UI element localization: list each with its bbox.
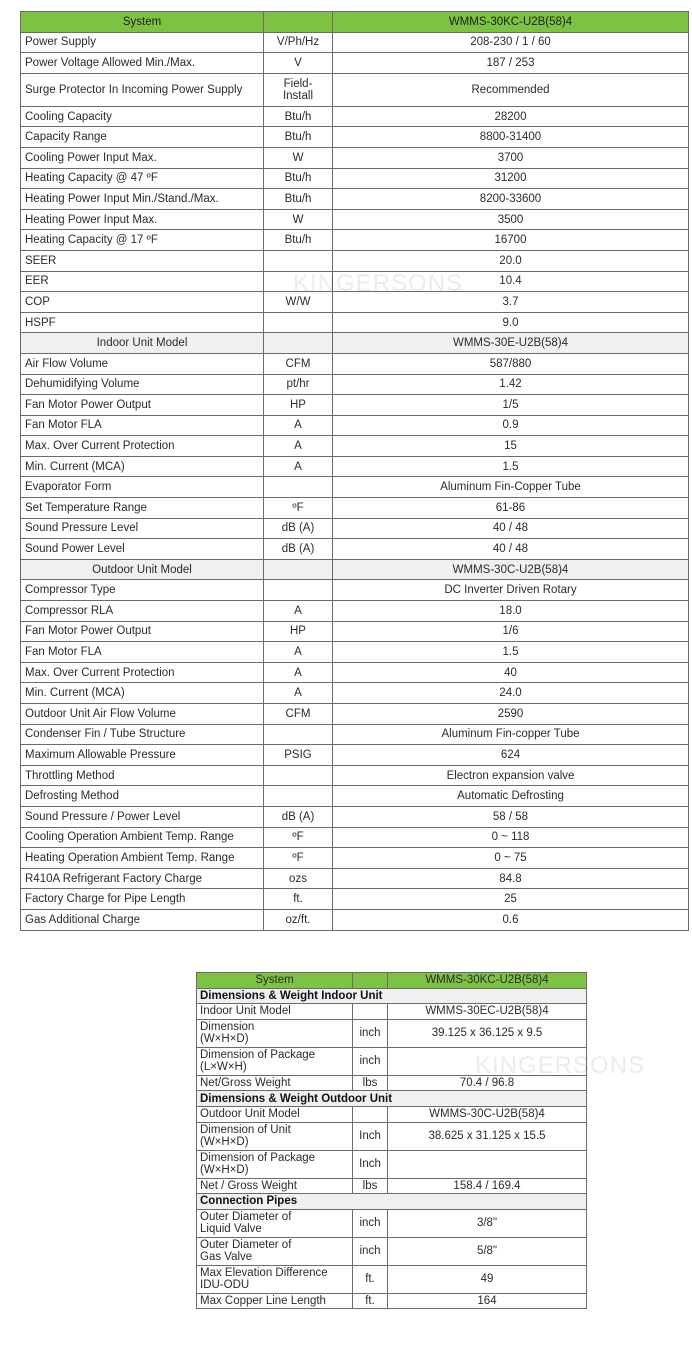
row-value: DC Inverter Driven Rotary (333, 580, 689, 601)
row-unit: V (264, 53, 333, 74)
row-unit: dB (A) (264, 806, 333, 827)
row-value: 10.4 (333, 271, 689, 292)
spec-row (21, 642, 689, 663)
spec-row (21, 909, 689, 930)
spec-row (21, 539, 689, 560)
row-value: WMMS-30KC-U2B(58)4 (333, 12, 689, 33)
section-title: Connection Pipes (197, 1194, 587, 1210)
row-unit: Inch (353, 1122, 388, 1150)
spec-row (21, 683, 689, 704)
row-label: SEER (21, 250, 264, 271)
spec-row (21, 106, 689, 127)
row-unit: ºF (264, 848, 333, 869)
row-unit: CFM (264, 704, 333, 725)
row-unit: A (264, 683, 333, 704)
row-unit: lbs (353, 1075, 388, 1091)
row-unit: lbs (353, 1178, 388, 1194)
spec-row (21, 189, 689, 210)
row-unit: HP (264, 621, 333, 642)
row-unit: A (264, 436, 333, 457)
row-value: 2590 (333, 704, 689, 725)
row-label: Defrosting Method (21, 786, 264, 807)
row-value: 20.0 (333, 250, 689, 271)
row-unit: A (264, 601, 333, 622)
row-unit (264, 724, 333, 745)
row-unit: W (264, 209, 333, 230)
row-label: Dimension of Package (L×W×H) (197, 1047, 353, 1075)
spec-row (21, 827, 689, 848)
row-label: Indoor Unit Model (197, 1004, 353, 1020)
spec-row (21, 312, 689, 333)
row-value: 1.5 (333, 642, 689, 663)
row-unit: dB (A) (264, 539, 333, 560)
row-unit: Btu/h (264, 106, 333, 127)
spec-row (21, 147, 689, 168)
row-label: Dimension of Unit (W×H×D) (197, 1122, 353, 1150)
dim-row (197, 1047, 587, 1075)
dim-row (197, 1265, 587, 1293)
spec-row (21, 436, 689, 457)
row-label: Heating Power Input Max. (21, 209, 264, 230)
row-unit (353, 1004, 388, 1020)
row-label: R410A Refrigerant Factory Charge (21, 868, 264, 889)
spec-row (21, 353, 689, 374)
section-title: Dimensions & Weight Outdoor Unit (197, 1091, 587, 1107)
row-value: 164 (388, 1293, 587, 1309)
row-label: Cooling Operation Ambient Temp. Range (21, 827, 264, 848)
row-label: Dimension (W×H×D) (197, 1019, 353, 1047)
row-value: 25 (333, 889, 689, 910)
section-title: Dimensions & Weight Indoor Unit (197, 988, 587, 1004)
row-label: Outdoor Unit Air Flow Volume (21, 704, 264, 725)
row-value: 39.125 x 36.125 x 9.5 (388, 1019, 587, 1047)
dimension-table (196, 972, 587, 1309)
spec-row (21, 889, 689, 910)
row-value: 8800-31400 (333, 127, 689, 148)
row-label: Indoor Unit Model (21, 333, 264, 354)
row-value: 187 / 253 (333, 53, 689, 74)
row-label: COP (21, 292, 264, 313)
row-label: Dehumidifying Volume (21, 374, 264, 395)
row-unit: Btu/h (264, 127, 333, 148)
dim-row (197, 1019, 587, 1047)
row-value: 16700 (333, 230, 689, 251)
row-value: 3.7 (333, 292, 689, 313)
row-unit: Btu/h (264, 189, 333, 210)
spec-row (21, 415, 689, 436)
spec-row (21, 230, 689, 251)
row-value: WMMS-30KC-U2B(58)4 (388, 973, 587, 989)
row-unit: ºF (264, 498, 333, 519)
row-label: Net / Gross Weight (197, 1178, 353, 1194)
row-value: 40 (333, 662, 689, 683)
row-label: Heating Capacity @ 17 ºF (21, 230, 264, 251)
row-label: Sound Power Level (21, 539, 264, 560)
row-unit (264, 333, 333, 354)
dim-row (197, 973, 587, 989)
row-label: Maximum Allowable Pressure (21, 745, 264, 766)
row-label: Evaporator Form (21, 477, 264, 498)
row-value: 3500 (333, 209, 689, 230)
spec-row (21, 724, 689, 745)
row-value: 38.625 x 31.125 x 15.5 (388, 1122, 587, 1150)
spec-row (21, 209, 689, 230)
spec-row (21, 580, 689, 601)
row-value: 49 (388, 1265, 587, 1293)
spec-row (21, 395, 689, 416)
spec-row (21, 601, 689, 622)
row-value: 158.4 / 169.4 (388, 1178, 587, 1194)
row-unit: HP (264, 395, 333, 416)
watermark: KINGERSONS (293, 270, 464, 297)
row-value: 0 ~ 118 (333, 827, 689, 848)
spec-row (21, 704, 689, 725)
row-value: 28200 (333, 106, 689, 127)
row-value: 3700 (333, 147, 689, 168)
row-value: Recommended (333, 73, 689, 106)
row-value: 1.42 (333, 374, 689, 395)
row-unit (264, 477, 333, 498)
row-value: Automatic Defrosting (333, 786, 689, 807)
row-unit: ft. (264, 889, 333, 910)
dim-row (197, 1178, 587, 1194)
row-unit (264, 786, 333, 807)
spec-row (21, 621, 689, 642)
row-unit: Btu/h (264, 230, 333, 251)
row-label: Dimension of Package (W×H×D) (197, 1150, 353, 1178)
row-value: 61-86 (333, 498, 689, 519)
row-label: Power Supply (21, 32, 264, 53)
row-unit: A (264, 642, 333, 663)
row-value: 40 / 48 (333, 539, 689, 560)
row-unit: V/Ph/Hz (264, 32, 333, 53)
row-value: 624 (333, 745, 689, 766)
row-unit: ft. (353, 1265, 388, 1293)
dim-row (197, 1237, 587, 1265)
row-label: Cooling Capacity (21, 106, 264, 127)
row-value: WMMS-30C-U2B(58)4 (333, 559, 689, 580)
row-unit: Field- Install (264, 73, 333, 106)
watermark: KINGERSONS (475, 1052, 646, 1079)
row-value: WMMS-30EC-U2B(58)4 (388, 1004, 587, 1020)
row-label: Capacity Range (21, 127, 264, 148)
row-label: Power Voltage Allowed Min./Max. (21, 53, 264, 74)
row-unit (264, 580, 333, 601)
row-label: Fan Motor Power Output (21, 621, 264, 642)
row-label: Max. Over Current Protection (21, 436, 264, 457)
row-value: 208-230 / 1 / 60 (333, 32, 689, 53)
row-label: System (21, 12, 264, 33)
row-unit (264, 12, 333, 33)
row-value: 58 / 58 (333, 806, 689, 827)
row-label: Max Elevation Difference IDU-ODU (197, 1265, 353, 1293)
row-value: 0 ~ 75 (333, 848, 689, 869)
row-value: Aluminum Fin-copper Tube (333, 724, 689, 745)
row-value: 0.9 (333, 415, 689, 436)
row-value (388, 1150, 587, 1178)
row-value: 40 / 48 (333, 518, 689, 539)
row-label: Heating Capacity @ 47 ºF (21, 168, 264, 189)
row-unit: ºF (264, 827, 333, 848)
row-value: 9.0 (333, 312, 689, 333)
dim-row (197, 1075, 587, 1091)
row-unit (264, 559, 333, 580)
row-value: Aluminum Fin-Copper Tube (333, 477, 689, 498)
row-value: 84.8 (333, 868, 689, 889)
row-label: Sound Pressure Level (21, 518, 264, 539)
row-unit: inch (353, 1047, 388, 1075)
row-unit: W/W (264, 292, 333, 313)
spec-row (21, 868, 689, 889)
spec-row (21, 662, 689, 683)
row-unit: ozs (264, 868, 333, 889)
row-label: Throttling Method (21, 765, 264, 786)
row-label: Cooling Power Input Max. (21, 147, 264, 168)
dim-row (197, 1106, 587, 1122)
spec-row (21, 32, 689, 53)
row-value: WMMS-30E-U2B(58)4 (333, 333, 689, 354)
row-unit (353, 1106, 388, 1122)
row-value: 24.0 (333, 683, 689, 704)
row-label: Heating Operation Ambient Temp. Range (21, 848, 264, 869)
row-value: 31200 (333, 168, 689, 189)
row-label: Min. Current (MCA) (21, 456, 264, 477)
spec-table (20, 11, 689, 931)
dim-row (197, 1004, 587, 1020)
row-unit: CFM (264, 353, 333, 374)
row-unit: A (264, 456, 333, 477)
row-value: 1.5 (333, 456, 689, 477)
row-unit: dB (A) (264, 518, 333, 539)
row-value: 15 (333, 436, 689, 457)
row-value: 587/880 (333, 353, 689, 374)
spec-row (21, 73, 689, 106)
row-label: Gas Additional Charge (21, 909, 264, 930)
row-label: Fan Motor FLA (21, 642, 264, 663)
row-label: Factory Charge for Pipe Length (21, 889, 264, 910)
spec-row (21, 765, 689, 786)
row-label: Heating Power Input Min./Stand./Max. (21, 189, 264, 210)
row-unit (264, 271, 333, 292)
row-unit: ft. (353, 1293, 388, 1309)
row-value: WMMS-30C-U2B(58)4 (388, 1106, 587, 1122)
spec-row (21, 518, 689, 539)
dim-row (197, 1091, 587, 1107)
row-unit (264, 765, 333, 786)
row-unit: A (264, 662, 333, 683)
row-unit: oz/ft. (264, 909, 333, 930)
row-label: Set Temperature Range (21, 498, 264, 519)
dim-row (197, 1194, 587, 1210)
row-label: Sound Pressure / Power Level (21, 806, 264, 827)
dim-row (197, 988, 587, 1004)
row-value: 0.6 (333, 909, 689, 930)
row-unit: W (264, 147, 333, 168)
row-label: Net/Gross Weight (197, 1075, 353, 1091)
spec-row (21, 12, 689, 33)
row-label: Air Flow Volume (21, 353, 264, 374)
spec-row (21, 559, 689, 580)
row-unit: inch (353, 1209, 388, 1237)
row-unit: A (264, 415, 333, 436)
row-value: 70.4 / 96.8 (388, 1075, 587, 1091)
row-value: 3/8" (388, 1209, 587, 1237)
row-label: Compressor Type (21, 580, 264, 601)
spec-row (21, 498, 689, 519)
row-unit: inch (353, 1019, 388, 1047)
dim-row (197, 1122, 587, 1150)
spec-row (21, 168, 689, 189)
spec-row (21, 271, 689, 292)
spec-row (21, 786, 689, 807)
row-label: Outer Diameter of Gas Valve (197, 1237, 353, 1265)
row-unit: pt/hr (264, 374, 333, 395)
spec-row (21, 745, 689, 766)
row-value: 18.0 (333, 601, 689, 622)
row-label: Condenser Fin / Tube Structure (21, 724, 264, 745)
dim-row (197, 1209, 587, 1237)
row-label: Compressor RLA (21, 601, 264, 622)
spec-row (21, 333, 689, 354)
row-unit: inch (353, 1237, 388, 1265)
row-value: 1/6 (333, 621, 689, 642)
row-unit (264, 312, 333, 333)
spec-row (21, 292, 689, 313)
row-label: Surge Protector In Incoming Power Supply (21, 73, 264, 106)
row-unit: Btu/h (264, 168, 333, 189)
spec-row (21, 53, 689, 74)
spec-row (21, 250, 689, 271)
row-value: 5/8" (388, 1237, 587, 1265)
spec-row (21, 848, 689, 869)
row-value (388, 1047, 587, 1075)
dim-row (197, 1293, 587, 1309)
row-label: Fan Motor FLA (21, 415, 264, 436)
row-label: System (197, 973, 353, 989)
row-unit (353, 973, 388, 989)
row-label: Max Copper Line Length (197, 1293, 353, 1309)
row-value: 8200-33600 (333, 189, 689, 210)
spec-row (21, 477, 689, 498)
row-label: Outer Diameter of Liquid Valve (197, 1209, 353, 1237)
row-label: Outdoor Unit Model (197, 1106, 353, 1122)
row-label: Min. Current (MCA) (21, 683, 264, 704)
row-value: Electron expansion valve (333, 765, 689, 786)
row-unit: Inch (353, 1150, 388, 1178)
row-label: Outdoor Unit Model (21, 559, 264, 580)
spec-row (21, 806, 689, 827)
row-unit: PSIG (264, 745, 333, 766)
row-label: HSPF (21, 312, 264, 333)
dim-row (197, 1150, 587, 1178)
row-unit (264, 250, 333, 271)
spec-row (21, 374, 689, 395)
spec-row (21, 127, 689, 148)
spec-row (21, 456, 689, 477)
row-value: 1/5 (333, 395, 689, 416)
row-label: Fan Motor Power Output (21, 395, 264, 416)
row-label: Max. Over Current Protection (21, 662, 264, 683)
row-label: EER (21, 271, 264, 292)
